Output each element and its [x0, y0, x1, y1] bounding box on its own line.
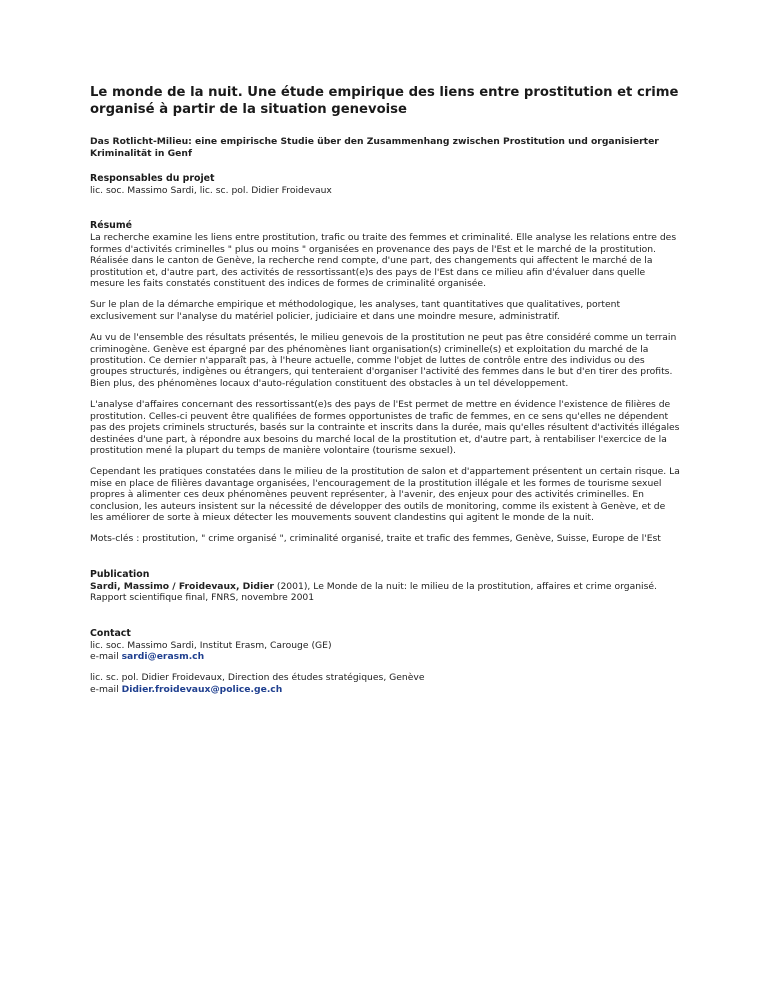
contact-person-2: lic. sc. pol. Didier Froidevaux, Direction des études stratégiques, Genève	[90, 672, 425, 684]
contact-section	[90, 628, 680, 696]
publication-citation	[90, 581, 680, 604]
resume-paragraph: Cependant les pratiques constatées dans le milieu de la prostitution de salon et d'appartement présentent un certain risque. La mise en place de filières davantage organisées, l'encouragement de la prostitution illégale et les formes de tourisme sexuel propres à alimenter ces deux phénomènes peuvent représenter, à l'avenir, des enjeux pour des activités criminelles. En conclusion, les auteurs insistent sur la nécessité de développer des outils de monitoring, comme ils existent à Genève, et de les améliorer de sorte à mieux détecter les mouvements souvent clandestins qui agitent le monde de la nuit.	[90, 466, 680, 523]
publication-details: (2001), Le Monde de la nuit: le milieu de la prostitution, affaires et crime organisé. Rapport scientifique final, FNRS, novembre 2001	[90, 580, 657, 604]
keywords: Mots-clés : prostitution, " crime organisé ", criminalité organisé, traite et trafic des femmes, Genève, Suisse, Europe de l'Est	[90, 533, 661, 545]
email-label: e-mail	[90, 650, 122, 662]
email-link-froidevaux[interactable]: Didier.froidevaux@police.ge.ch	[121, 683, 283, 695]
contact-heading: Contact	[90, 627, 131, 639]
german-subtitle: Das Rotlicht-Milieu: eine empirische Studie über den Zusammenhang zwischen Prostitution und organisierter Kriminalität in Genf	[90, 136, 659, 159]
contact-email-line-2	[90, 684, 680, 695]
resume-heading: Résumé	[90, 220, 132, 232]
contact-person-1: lic. soc. Massimo Sardi, Institut Erasm, Carouge (GE)	[90, 639, 332, 651]
publication-authors: Sardi, Massimo / Froidevaux, Didier	[90, 580, 274, 592]
resume-paragraph: L'analyse d'affaires concernant des ressortissant(e)s des pays de l'Est permet de mettre en évidence l'existence de filières de prostitution. Celles-ci peuvent être qualifiées de formes opportunistes de trafic de femmes, en ce sens qu'elles ne dépendent pas des projets criminels structurés, basés sur la contrainte et inscrits dans la durée, mais qu'elles résultent d'activités illégales destinées d'une part, à répondre aux besoins du marché local de la prostitution et, d'autre part, à rentabiliser l'exercice de la prostitution mené la plupart du temps de manière volontaire (tourisme sexuel).	[90, 399, 680, 456]
resume-paragraph: La recherche examine les liens entre prostitution, trafic ou traite des femmes et criminalité. Elle analyse les relations entre des formes d'activités criminelles " plus ou moins " organisées en provenance des pays de l'Est et le marché de la prostitution. Réalisée dans le canton de Genève, la recherche rend compte, d'une part, des changements qui affectent le marché de la prostitution et, d'autre part, des activités de ressortissant(e)s des pays de l'Est dans ce milieu afin d'évaluer dans quelle mesure les faits constatés constituent des indices de formes de criminalité organisée.	[90, 232, 677, 290]
email-link-sardi[interactable]: sardi@erasm.ch	[121, 650, 205, 662]
contact-email-line-1	[90, 651, 680, 662]
email-label: e-mail	[90, 683, 122, 695]
publication-heading: Publication	[90, 568, 150, 580]
page-title: Le monde de la nuit. Une étude empirique des liens entre prostitution et crime organisé à partir de la situation genevoise	[90, 85, 679, 117]
resume-paragraph: Au vu de l'ensemble des résultats présentés, le milieu genevois de la prostitution ne peut pas être considéré comme un terrain criminogène. Genève est épargné par des phénomènes liant organisation(s) criminelle(s) et exploitation du marché de la prostitution. Ce dernier n'apparaît pas, à l'heure actuelle, comme l'objet de luttes de contrôle entre des individus ou des groupes structurés, indigènes ou étrangers, qui tenteraient d'organiser l'activité des femmes dans le but d'en tirer des profits. Bien plus, des phénomènes locaux d'auto-régulation constituent des obstacles à un tel développement.	[90, 332, 677, 389]
resume-section	[90, 220, 680, 544]
document-page	[90, 84, 680, 695]
responsables-section	[90, 173, 680, 196]
responsables-text: lic. soc. Massimo Sardi, lic. sc. pol. Didier Froidevaux	[90, 185, 332, 196]
publication-section	[90, 569, 680, 604]
resume-paragraph: Sur le plan de la démarche empirique et méthodologique, les analyses, tant quantitatives que qualitatives, portent exclusivement sur l'analyse du matériel policier, judiciaire et dans une moindre mesure, administratif.	[90, 299, 621, 322]
responsables-heading: Responsables du projet	[90, 173, 215, 184]
